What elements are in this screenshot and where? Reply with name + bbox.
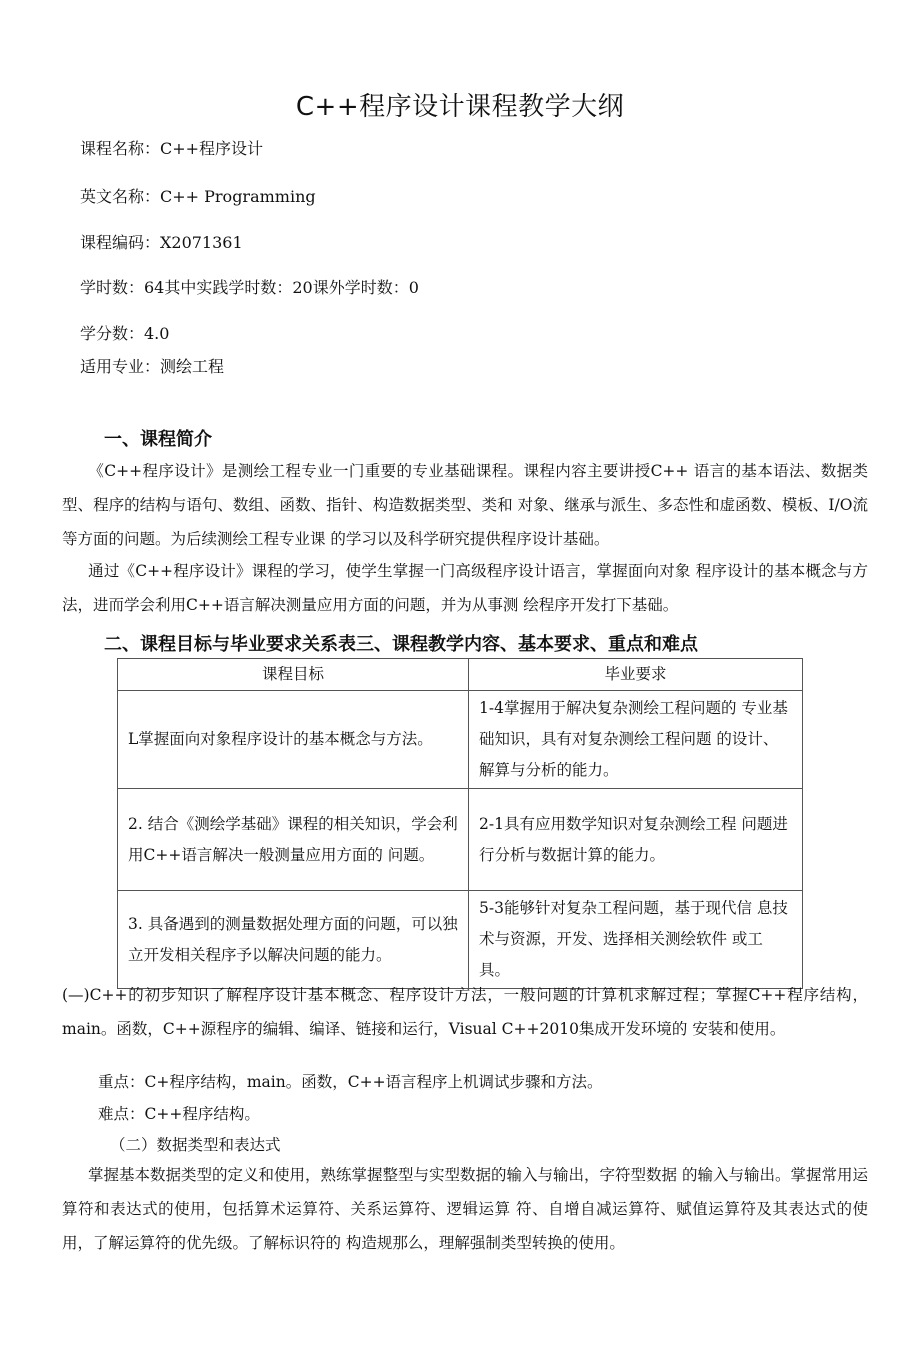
table-header-row: [118, 659, 803, 691]
table-row: [118, 691, 803, 789]
difficulties: 难点：C++程序结构。: [98, 1105, 260, 1123]
credits: 学分数：4.0: [80, 324, 170, 343]
table-cell-requirement: 1-4掌握用于解决复杂测绘工程问题的 专业基础知识，具有对复杂测绘工程问题 的设计、解算与分析的能力。: [469, 691, 803, 789]
key-points: 重点：C+程序结构，main。函数，C++语言程序上机调试步骤和方法。: [98, 1073, 603, 1091]
table-cell-goal: 2. 结合《测绘学基础》课程的相关知识，学会利用C++语言解决一般测量应用方面的 问题。: [118, 789, 469, 891]
intro-paragraph-2: [62, 554, 868, 622]
table-cell-requirement: 2-1具有应用数学知识对复杂测绘工程 问题进行分析与数据计算的能力。: [469, 789, 803, 891]
applicable-major: 适用专业：测绘工程: [80, 357, 225, 376]
intro-paragraph-1: [62, 454, 868, 556]
class-hours: 学时数：64其中实践学时数：20课外学时数：0: [80, 278, 419, 297]
table-header-requirement: 毕业要求: [469, 659, 803, 691]
content-part-2-text: 掌握基本数据类型的定义和使用，熟练掌握整型与实型数据的输入与输出，字符型数据 的输入与输出。掌握常用运算符和表达式的使用，包括算术运算符、关系运算符、逻辑运算 符、自增自减运算符、赋值运算符及其表达式的使用，了解运算符的优先级。了解标识符的 构造规那么，理解强制类型转换的使用。: [62, 1166, 868, 1252]
table-cell-goal: 3. 具备遇到的测量数据处理方面的问题，可以独立开发相关程序予以解决问题的能力。: [118, 891, 469, 989]
english-name: 英文名称：C++ Programming: [80, 187, 316, 206]
table-cell-goal: L掌握面向对象程序设计的基本概念与方法。: [118, 691, 469, 789]
part-2-heading: （二）数据类型和表达式: [110, 1136, 281, 1154]
goals-table: [117, 658, 803, 989]
page-title: C++程序设计课程教学大纲: [295, 92, 625, 122]
table-row: [118, 891, 803, 989]
section-heading-intro: 一、课程简介: [104, 429, 212, 450]
table-header-goal: 课程目标: [118, 659, 469, 691]
course-name: 课程名称：C++程序设计: [80, 139, 264, 158]
content-part-2: [62, 1158, 868, 1260]
intro-paragraph-1-text: 《C++程序设计》是测绘工程专业一门重要的专业基础课程。课程内容主要讲授C++ 语言的基本语法、数据类型、程序的结构与语句、数组、函数、指针、构造数据类型、类和 对象、继承与派生、多态性和虚函数、模板、I/O流等方面的问题。为后续测绘工程专业课 的学习以及科学研究提供程序设计基础。: [62, 462, 868, 548]
content-part-1: (—)C++的初步知识了解程序设计基本概念、程序设计方法，一般问题的计算机求解过程；掌握C++程序结构，main。函数，C++源程序的编辑、编译、链接和运行，Visual C++2010集成开发环境的 安装和使用。: [62, 986, 868, 1038]
intro-paragraph-2-text: 通过《C++程序设计》课程的学习，使学生掌握一门高级程序设计语言，掌握面向对象 程序设计的基本概念与方法，进而学会利用C++语言解决测量应用方面的问题，并为从事测 绘程序开发打下基础。: [62, 562, 868, 614]
course-code: 课程编码：X2071361: [80, 233, 243, 252]
table-row: [118, 789, 803, 891]
table-cell-requirement: 5-3能够针对复杂工程问题，基于现代信 息技术与资源，开发、选择相关测绘软件 或工具。: [469, 891, 803, 989]
section-heading-goals: 二、课程目标与毕业要求关系表三、课程教学内容、基本要求、重点和难点: [104, 634, 698, 655]
